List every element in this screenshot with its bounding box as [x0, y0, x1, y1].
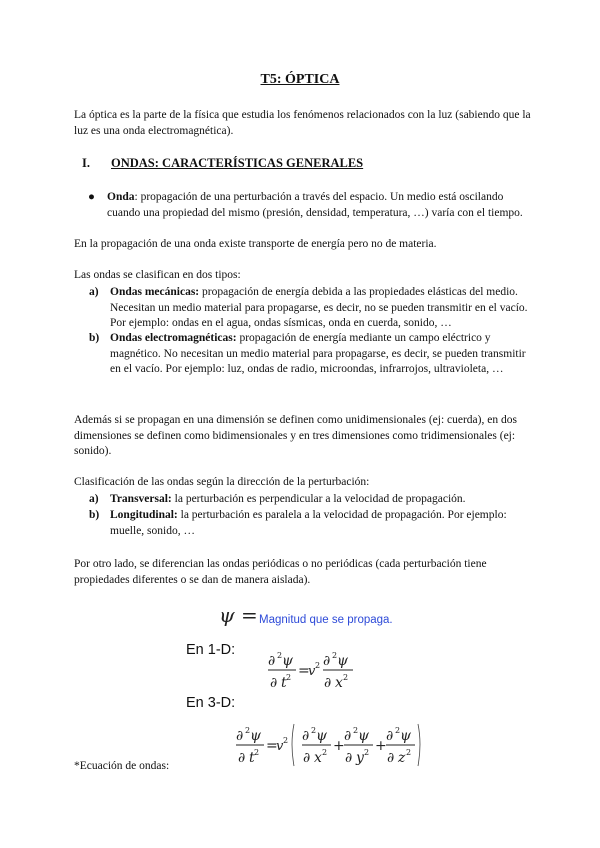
type-text: propagación de energía debida a las propiedades elásticas del medio. Necesitan un medio material para propagarse, es decir, no se pueden transmitir en el vacío. Por ejemplo: ondas en el agua, ondas sísmicas, onda en cuerda, sonido, …: [110, 286, 528, 329]
bullet-text: : propagación de una perturbación a través del espacio. Un medio está oscilando cuando una propiedad del mismo (presión, densidad, temperatura, …) varía con el tiempo.: [107, 191, 523, 219]
eq3-z-partial-top: ∂: [386, 728, 394, 744]
eq3-x-psi: ψ: [316, 728, 327, 744]
eq3-z-sup-top: 2: [395, 726, 401, 735]
intro-paragraph: La óptica es la parte de la física que estudia los fenómenos relacionados con la luz (sabiendo que la luz es una onda electromagnética).: [74, 109, 531, 137]
bullet-term: Onda: [107, 191, 135, 203]
bullet-dot-icon: ●: [88, 191, 95, 203]
eq3-y-sup-top: 2: [353, 726, 359, 735]
page-title: T5: ÓPTICA: [260, 72, 340, 87]
list-marker: a): [89, 493, 99, 505]
eq1-rhs-psi: ψ: [337, 653, 348, 669]
eq3-lhs-t: t: [249, 750, 255, 766]
direction-term: Transversal:: [110, 493, 172, 505]
eq1-rhs-x-sup: 2: [343, 673, 349, 682]
magnitude-caption: Magnitud que se propaga.: [259, 614, 393, 626]
eq3-y-var-sup: 2: [364, 748, 370, 757]
eq3-right-paren: [418, 724, 420, 766]
eq3-lhs-psi: ψ: [250, 728, 261, 744]
direction-intro: Clasificación de las ondas según la dirección de la perturbación:: [74, 476, 370, 488]
eq3-y-var: y: [356, 750, 364, 766]
direction-term: Longitudinal:: [110, 509, 178, 521]
eq3-z-var: z: [398, 750, 406, 766]
footnote: *Ecuación de ondas:: [74, 760, 170, 772]
psi-symbol: ψ =: [219, 603, 258, 627]
eq3-lhs-t-sup: 2: [254, 748, 260, 757]
dimensions-note: Además si se propagan en una dimensión se definen como unidimensionales (ej: cuerda), en dos dimensiones se definen como bidimensionales y en tres dimensiones como tridimensionales (ej: sonido).: [74, 414, 517, 457]
label-3d: En 3-D:: [186, 695, 236, 711]
list-marker: b): [89, 509, 100, 521]
type-term: Ondas mecánicas:: [110, 286, 200, 298]
type-term: Ondas electromagnéticas:: [110, 332, 237, 344]
eq1-rhs-partial-top: ∂: [323, 653, 331, 669]
eq3-x-var-sup: 2: [322, 748, 328, 757]
eq3-y-partial-top: ∂: [344, 728, 352, 744]
type-text: propagación de energía mediante un campo eléctrico y magnético. No necesitan un medio material para propagarse, es decir, se pueden transmitir en el vacío. Por ejemplo: luz, ondas de radio, microondas, infrarrojos, ultravioleta, …: [110, 332, 526, 375]
section-heading: [82, 156, 363, 172]
eq1-lhs-sup: 2: [277, 651, 283, 660]
eq3-x-var: x: [314, 750, 322, 766]
energy-note: En la propagación de una onda existe transporte de energía pero no de materia.: [74, 238, 437, 250]
label-1d: En 1-D:: [186, 642, 236, 658]
direction-item-transversal: [89, 492, 534, 508]
eq3-y-partial-bot: ∂: [345, 750, 353, 766]
eq3-x-sup-top: 2: [311, 726, 317, 735]
bullet-onda: [88, 190, 534, 221]
direction-text: la perturbación es perpendicular a la velocidad de propagación.: [171, 493, 466, 505]
direction-item-longitudinal: [89, 508, 534, 539]
eq3-v-sup: 2: [283, 736, 289, 745]
eq1-rhs-sup: 2: [332, 651, 338, 660]
eq1-lhs-partial-top: ∂: [268, 653, 276, 669]
eq1-lhs-psi: ψ: [282, 653, 293, 669]
eq1-rhs-x: x: [335, 675, 343, 691]
eq3-z-var-sup: 2: [406, 748, 412, 757]
wave-equation-1d: [266, 645, 366, 695]
eq3-y-psi: ψ: [358, 728, 369, 744]
eq1-v-sup: 2: [315, 661, 321, 670]
eq3-left-paren: [292, 724, 294, 766]
list-marker: b): [89, 332, 100, 344]
eq3-lhs-partial-top: ∂: [236, 728, 244, 744]
eq1-equals: =: [298, 663, 310, 679]
type-item-electromagneticas: [89, 331, 534, 378]
eq3-v: v: [276, 739, 284, 754]
eq3-lhs-sup: 2: [245, 726, 251, 735]
section-heading-text: ONDAS: CARACTERÍSTICAS GENERALES: [111, 156, 364, 170]
types-intro: Las ondas se clasifican en dos tipos:: [74, 269, 241, 281]
direction-text: la perturbación es paralela a la velocidad de propagación. Por ejemplo: muelle, sonido, …: [110, 509, 507, 537]
periodic-note: Por otro lado, se diferencian las ondas periódicas o no periódicas (cada perturbación tiene propiedades diferentes o se dan de manera aislada).: [74, 558, 487, 586]
eq3-x-partial-top: ∂: [302, 728, 310, 744]
eq3-equals: =: [266, 738, 278, 754]
eq1-lhs-t-sup: 2: [286, 673, 292, 682]
eq1-v: v: [308, 664, 316, 679]
eq1-lhs-partial-bot: ∂: [270, 675, 278, 691]
eq3-x-partial-bot: ∂: [303, 750, 311, 766]
eq1-rhs-partial-bot: ∂: [324, 675, 332, 691]
eq3-z-partial-bot: ∂: [387, 750, 395, 766]
eq3-z-psi: ψ: [400, 728, 411, 744]
section-number: I.: [82, 156, 90, 170]
eq3-plus-2: +: [375, 738, 387, 754]
eq1-lhs-t: t: [281, 675, 287, 691]
type-item-mecanicas: [89, 285, 534, 332]
eq3-plus-1: +: [333, 738, 345, 754]
eq3-lhs-partial-bot: ∂: [238, 750, 246, 766]
list-marker: a): [89, 286, 99, 298]
wave-equation-3d: [234, 720, 434, 770]
